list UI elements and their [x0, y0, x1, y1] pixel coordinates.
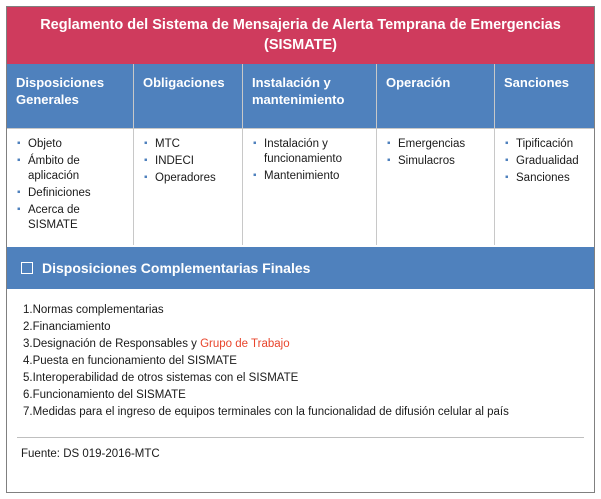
- column-body: [377, 128, 494, 245]
- item-highlight: Grupo de Trabajo: [200, 338, 290, 350]
- list-item: ▪ Simulacros: [387, 154, 486, 169]
- item-text: Designación de Responsables y: [32, 338, 201, 350]
- bullet-list: [17, 137, 125, 233]
- column-header: Obligaciones: [134, 64, 242, 128]
- item-number: 6.: [23, 389, 33, 401]
- list-item: ▪ Operadores: [144, 171, 234, 186]
- item-number: 3.: [23, 338, 33, 350]
- list-item: ▪ MTC: [144, 137, 234, 152]
- item-number: 5.: [23, 372, 33, 384]
- bullet-list: [253, 137, 368, 184]
- list-item: [23, 387, 582, 404]
- column-header: Instalación y mantenimiento: [243, 64, 376, 128]
- bullet-list: [144, 137, 234, 186]
- list-item: ▪ Definiciones: [17, 186, 125, 201]
- diagram-frame: [6, 6, 595, 493]
- list-item: ▪ Acerca de SISMATE: [17, 203, 125, 233]
- list-item: ▪ Emergencias: [387, 137, 486, 152]
- list-item: ▪ Objeto: [17, 137, 125, 152]
- square-icon: [21, 262, 33, 274]
- page-title: Reglamento del Sistema de Mensajeria de Alerta Temprana de Emergencias (SISMATE): [7, 7, 594, 64]
- column-disposiciones-generales: [7, 64, 134, 245]
- column-header: Sanciones: [495, 64, 594, 128]
- column-header: Operación: [377, 64, 494, 128]
- complementary-provisions-list: [7, 290, 594, 431]
- columns-row: [7, 64, 594, 246]
- list-item: ▪ Instalación y funcionamiento: [253, 137, 368, 167]
- bullet-list: [387, 137, 486, 169]
- item-number: 4.: [23, 355, 33, 367]
- item-number: 1.: [23, 304, 33, 316]
- complementary-provisions-title: Disposiciones Complementarias Finales: [42, 260, 311, 276]
- column-operacion: [377, 64, 495, 245]
- item-text: Financiamiento: [32, 321, 111, 333]
- column-header: Disposiciones Generales: [7, 64, 133, 128]
- column-instalacion-y-mantenimiento: [243, 64, 377, 245]
- item-number: 7.: [23, 406, 33, 418]
- column-body: [495, 128, 594, 245]
- item-number: 2.: [23, 321, 33, 333]
- item-text: Puesta en funcionamiento del SISMATE: [32, 355, 237, 367]
- item-text: Interoperabilidad de otros sistemas con el SISMATE: [32, 372, 299, 384]
- list-item: [23, 319, 582, 336]
- list-item: [23, 353, 582, 370]
- item-text: Normas complementarias: [32, 304, 164, 316]
- item-text: Medidas para el ingreso de equipos terminales con la funcionalidad de difusión celular al país: [32, 406, 509, 418]
- list-item: ▪ Tipificación: [505, 137, 586, 152]
- bullet-list: [505, 137, 586, 186]
- column-obligaciones: [134, 64, 243, 245]
- list-item: ▪ Mantenimiento: [253, 169, 368, 184]
- column-body: [7, 128, 133, 245]
- list-item: [23, 302, 582, 319]
- item-text: Funcionamiento del SISMATE: [32, 389, 186, 401]
- column-body: [134, 128, 242, 245]
- list-item: ▪ Sanciones: [505, 171, 586, 186]
- column-sanciones: [495, 64, 594, 245]
- list-item: [23, 336, 582, 353]
- list-item: ▪ INDECI: [144, 154, 234, 169]
- list-item: ▪ Ámbito de aplicación: [17, 154, 125, 184]
- list-item: [23, 370, 582, 387]
- list-item: ▪ Gradualidad: [505, 154, 586, 169]
- list-item: [23, 404, 582, 421]
- column-body: [243, 128, 376, 245]
- source-footer: Fuente: DS 019-2016-MTC: [21, 448, 160, 460]
- complementary-provisions-bar: [7, 246, 594, 290]
